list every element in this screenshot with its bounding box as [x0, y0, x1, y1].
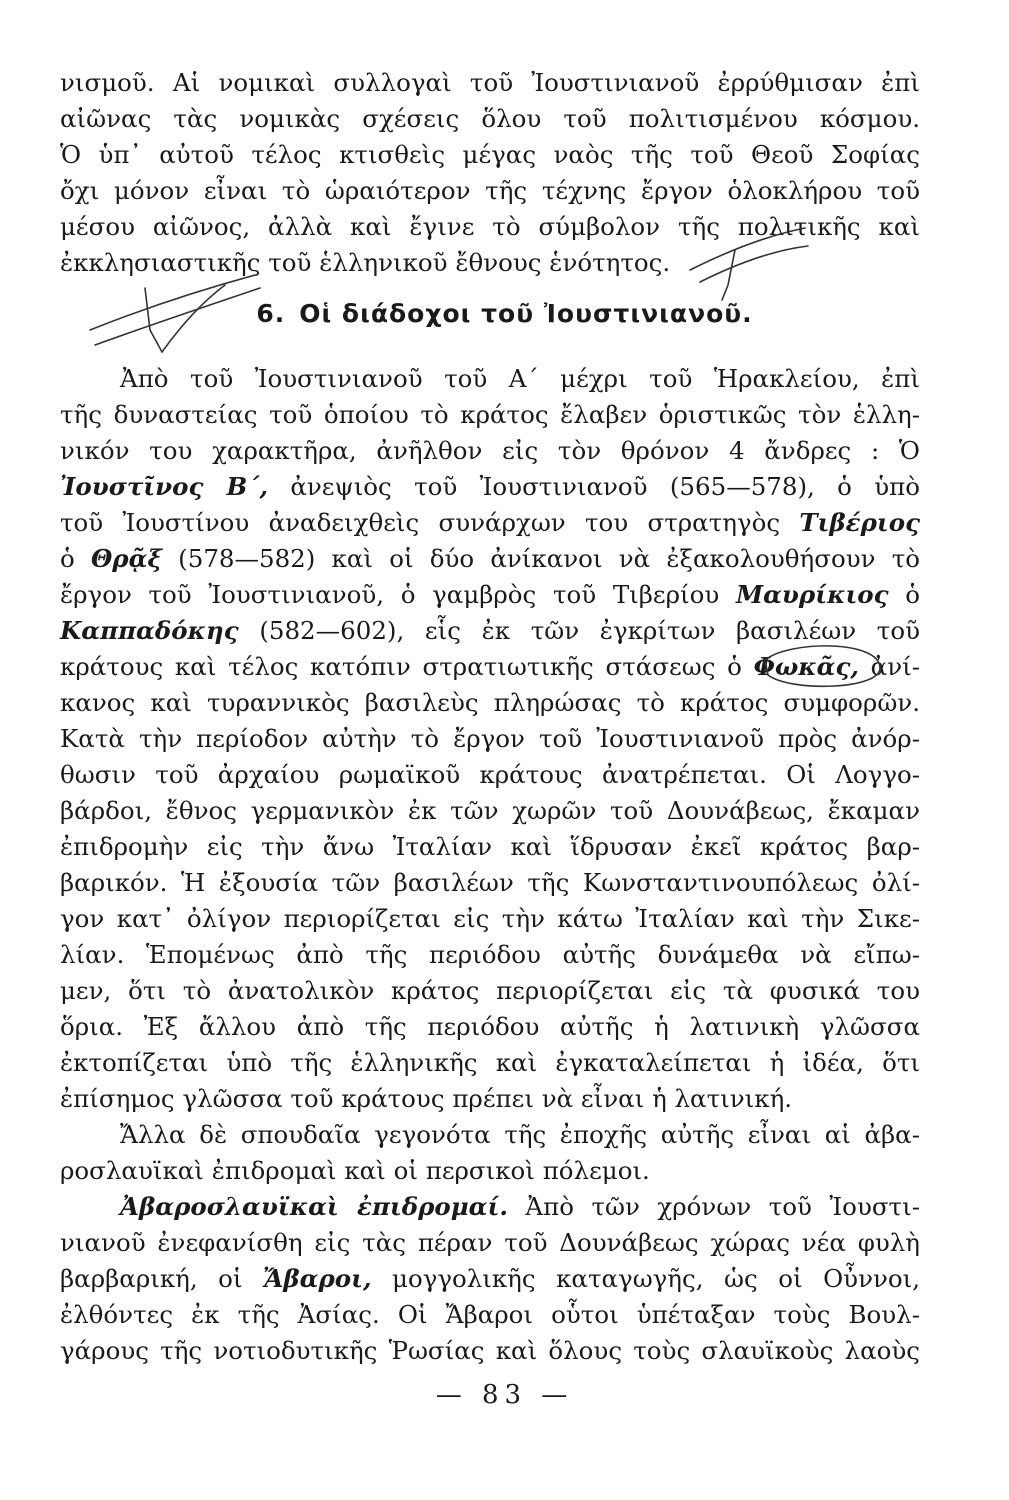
text-line: μέσου αἰῶνος, ἀλλὰ καὶ ἔγινε τὸ σύμβολον τῆς πολιτικῆς καὶ: [60, 212, 920, 241]
text-line: νισμοῦ. Αἱ νομικαὶ συλλογαὶ τοῦ Ἰουστινιανοῦ ἐρρύθμισαν ἐπὶ: [60, 68, 920, 97]
text-line: βάρδοι, ἔθνος γερμανικὸν ἐκ τῶν χωρῶν τοῦ Δουνάβεως, ἔκαμαν: [60, 796, 920, 825]
subsection-title: Ἀβαροσλαυϊκαὶ ἐπιδρομαί.: [120, 1192, 508, 1221]
text-line: ροσλαυϊκαὶ ἐπιδρομαὶ καὶ οἱ περσικοὶ πόλεμοι.: [60, 1156, 650, 1185]
text-line: ὁ Θρᾷξ (578—582) καὶ οἱ δύο ἀνίκανοι νὰ ἐξακολουθήσουν τὸ: [60, 544, 920, 573]
text-line: ἐκτοπίζεται ὑπὸ τῆς ἑλληνικῆς καὶ ἐγκαταλείπεται ἡ ἰδέα, ὅτι: [60, 1048, 920, 1077]
text-line: κράτους καὶ τέλος κατόπιν στρατιωτικῆς στάσεως ὁ Φωκᾶς, ἀνί-: [60, 652, 920, 681]
text-line: ὄχι μόνον εἶναι τὸ ὡραιότερον τῆς τέχνης ἔργον ὁλοκλήρου τοῦ: [60, 176, 920, 205]
text-line: θωσιν τοῦ ἀρχαίου ρωμαϊκοῦ κράτους ἀνατρέπεται. Οἱ Λογγο-: [60, 760, 920, 789]
emperor-name: Μαυρίκιος: [735, 580, 889, 609]
text-line: μεν, ὅτι τὸ ἀνατολικὸν κράτος περιορίζεται εἰς τὰ φυσικά του: [60, 976, 920, 1005]
text-line: Ἀπὸ τοῦ Ἰουστινιανοῦ τοῦ Α΄ μέχρι τοῦ Ἡρακλείου, ἐπὶ: [120, 364, 920, 393]
emperor-epithet: Θρᾷξ: [90, 544, 162, 573]
text-line: ἔργον τοῦ Ἰουστινιανοῦ, ὁ γαμβρὸς τοῦ Τιβερίου Μαυρίκιος ὁ: [60, 580, 920, 609]
page-number: — 83 —: [435, 1380, 574, 1410]
text-line: Ἰουστῖνος Β΄, ἀνεψιὸς τοῦ Ἰουστινιανοῦ (565—578), ὁ ὑπὸ: [60, 472, 920, 501]
text-line: νιανοῦ ἐνεφανίσθη εἰς τὰς πέραν τοῦ Δουνάβεως χώρας νέα φυλὴ: [60, 1228, 920, 1257]
text-line: ἐπίσημος γλῶσσα τοῦ κράτους πρέπει νὰ εἶναι ἡ λατινική.: [60, 1084, 793, 1113]
text-line: γάρους τῆς νοτιοδυτικῆς Ῥωσίας καὶ ὅλους τοὺς σλαυϊκοὺς λαοὺς: [60, 1336, 920, 1365]
text-line: Καππαδόκης (582—602), εἷς ἐκ τῶν ἐγκρίτων βασιλέων τοῦ: [60, 616, 920, 645]
text-line: Ἄλλα δὲ σπουδαῖα γεγονότα τῆς ἐποχῆς αὐτῆς εἶναι αἱ ἀβα-: [120, 1120, 920, 1149]
text-line: ἐπιδρομὴν εἰς τὴν ἄνω Ἰταλίαν καὶ ἵδρυσαν ἐκεῖ κράτος βαρ-: [60, 832, 920, 861]
emperor-name: Ἰουστῖνος Β΄,: [60, 472, 268, 501]
text-line: ὅρια. Ἐξ ἄλλου ἀπὸ τῆς περιόδου αὐτῆς ἡ λατινικὴ γλῶσσα: [60, 1012, 920, 1041]
text-line: γον κατ᾿ ὀλίγον περιορίζεται εἰς τὴν κάτω Ἰταλίαν καὶ τὴν Σικε-: [60, 904, 920, 933]
text-line: βαρικόν. Ἡ ἐξουσία τῶν βασιλέων τῆς Κωνσταντινουπόλεως ὀλί-: [60, 868, 920, 897]
section-number: 6.: [256, 299, 286, 328]
emperor-name: Τιβέριος: [799, 508, 920, 537]
text-line: τῆς δυναστείας τοῦ ὁποίου τὸ κράτος ἔλαβεν ὁριστικῶς τὸν ἑλλη-: [60, 400, 920, 429]
text-line: Ἀβαροσλαυϊκαὶ ἐπιδρομαί. Ἀπὸ τῶν χρόνων τοῦ Ἰουστι-: [120, 1192, 920, 1221]
text-line: νικόν του χαρακτῆρα, ἀνῆλθον εἰς τὸν θρόνον 4 ἄνδρες : Ὁ: [60, 436, 920, 465]
text-line: τοῦ Ἰουστίνου ἀναδειχθεὶς συνάρχων του στρατηγὸς Τιβέριος: [60, 508, 920, 537]
text-line: Κατὰ τὴν περίοδον αὐτὴν τὸ ἔργον τοῦ Ἰουστινιανοῦ πρὸς ἀνόρ-: [60, 724, 920, 753]
text-line: Ὁ ὑπ᾿ αὐτοῦ τέλος κτισθεὶς μέγας ναὸς τῆς τοῦ Θεοῦ Σοφίας: [60, 140, 920, 169]
text-line: αἰῶνας τὰς νομικὰς σχέσεις ὅλου τοῦ πολιτισμένου κόσμου.: [60, 104, 920, 133]
text-line: ἐλθόντες ἐκ τῆς Ἀσίας. Οἱ Ἄβαροι οὗτοι ὑπέταξαν τοὺς Βουλ-: [60, 1300, 920, 1329]
section-heading: [0, 298, 1009, 330]
section-title: Οἱ διάδοχοι τοῦ Ἰουστινιανοῦ.: [299, 299, 753, 328]
people-name: Ἄβαροι,: [263, 1264, 372, 1293]
emperor-name: Φωκᾶς,: [753, 652, 859, 681]
text-line: κανος καὶ τυραννικὸς βασιλεὺς πληρώσας τὸ κράτος συμφορῶν.: [60, 688, 920, 717]
text-line: λίαν. Ἑπομένως ἀπὸ τῆς περιόδου αὐτῆς δυνάμεθα νὰ εἴπω-: [60, 940, 920, 969]
text-line: ἐκκλησιαστικῆς τοῦ ἑλληνικοῦ ἔθνους ἑνότητος.: [60, 248, 671, 277]
emperor-epithet: Καππαδόκης: [60, 616, 239, 645]
text-line: βαρβαρική, οἱ Ἄβαροι, μογγολικῆς καταγωγῆς, ὡς οἱ Οὖννοι,: [60, 1264, 920, 1293]
